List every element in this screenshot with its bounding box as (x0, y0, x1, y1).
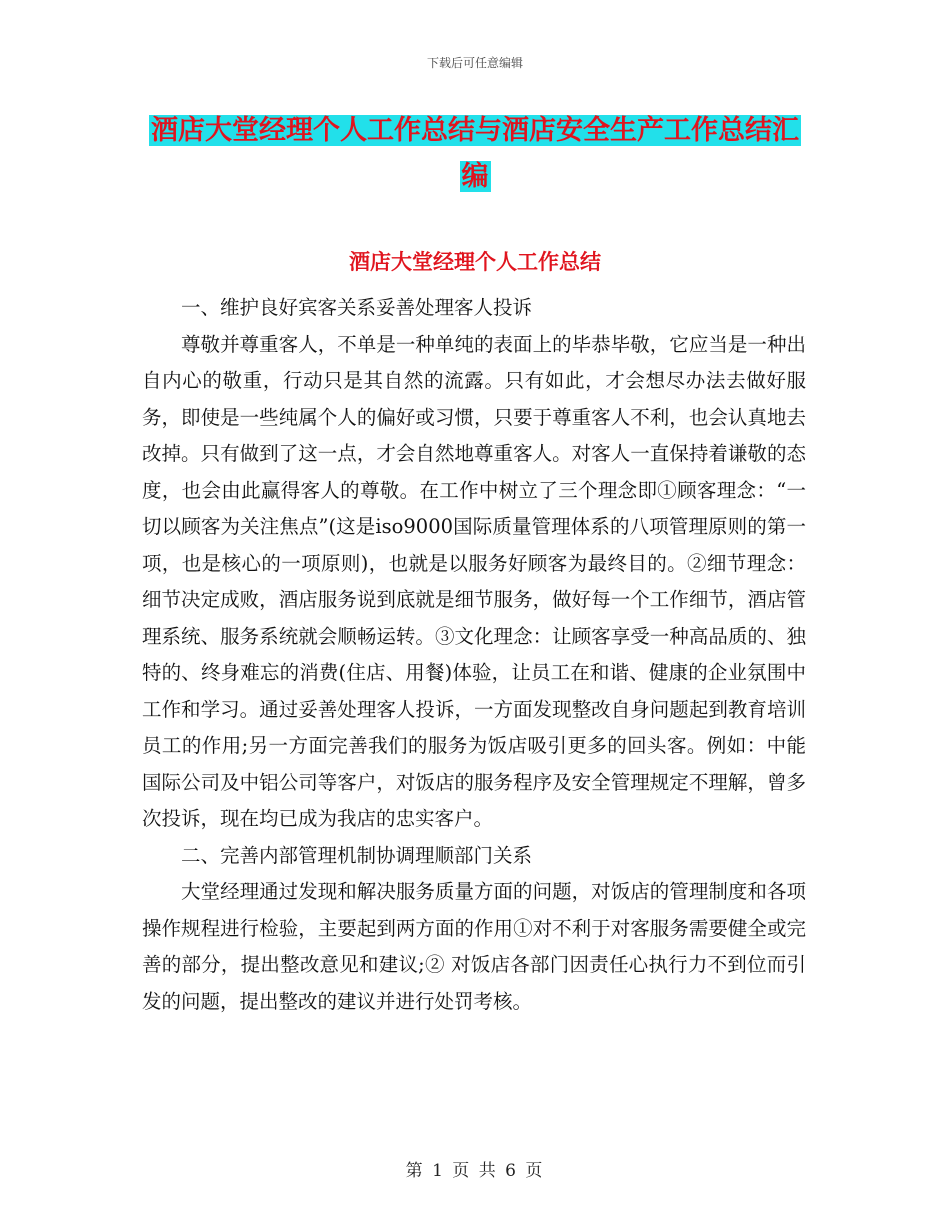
header-note: 下载后可任意编辑 (426, 56, 523, 70)
body-text (142, 290, 806, 1020)
section-title: 酒店大堂经理个人工作总结 (349, 250, 601, 274)
paragraph-1: 尊敬并尊重客人，不单是一种单纯的表面上的毕恭毕敬，它应当是一种出自内心的敬重，行动只是其自然的流露。只有如此，才会想尽办法去做好服务，即使是一些纯属个人的偏好或习惯，只要于尊重客人不利，也会认真地去改掉。只有做到了这一点，才会自然地尊重客人。对客人一直保持着谦敬的态度，也会由此赢得客人的尊敬。在工作中树立了三个理念即①顾客理念：“一切以顾客为关注焦点”(这是iso9000国际质量管理体系的八项管理原则的第一项，也是核心的一项原则)，也就是以服务好顾客为最终目的。②细节理念：细节决定成败，酒店服务说到底就是细节服务，做好每一个工作细节，酒店管理系统、服务系统就会顺畅运转。③文化理念：让顾客享受一种高品质的、独特的、终身难忘的消费(住店、用餐)体验，让员工在和谐、健康的企业氛围中工作和学习。通过妥善处理客人投诉，一方面发现整改自身问题起到教育培训员工的作用;另一方面完善我们的服务为饭店吸引更多的回头客。例如：中能国际公司及中铝公司等客户，对饭店的服务程序及安全管理规定不理解，曾多次投诉，现在均已成为我店的忠实客户。 (142, 332, 806, 830)
page-number: 第 1 页 共 6 页 (405, 1161, 545, 1181)
section-heading-2: 二、完善内部管理机制协调理顺部门关系 (181, 843, 533, 867)
document-title-text: 酒店大堂经理个人工作总结与酒店安全生产工作总结汇编 (151, 115, 799, 192)
section-heading-1: 一、维护良好宾客关系妥善处理客人投诉 (181, 296, 533, 319)
document-title (140, 108, 810, 200)
paragraph-2: 大堂经理通过发现和解决服务质量方面的问题，对饭店的管理制度和各项操作规程进行检验，主要起到两方面的作用①对不利于对客服务需要健全或完善的部分，提出整改意见和建议;② 对饭店各部门因责任心执行力不到位而引发的问题，提出整改的建议并进行处罚考核。 (142, 880, 806, 1013)
